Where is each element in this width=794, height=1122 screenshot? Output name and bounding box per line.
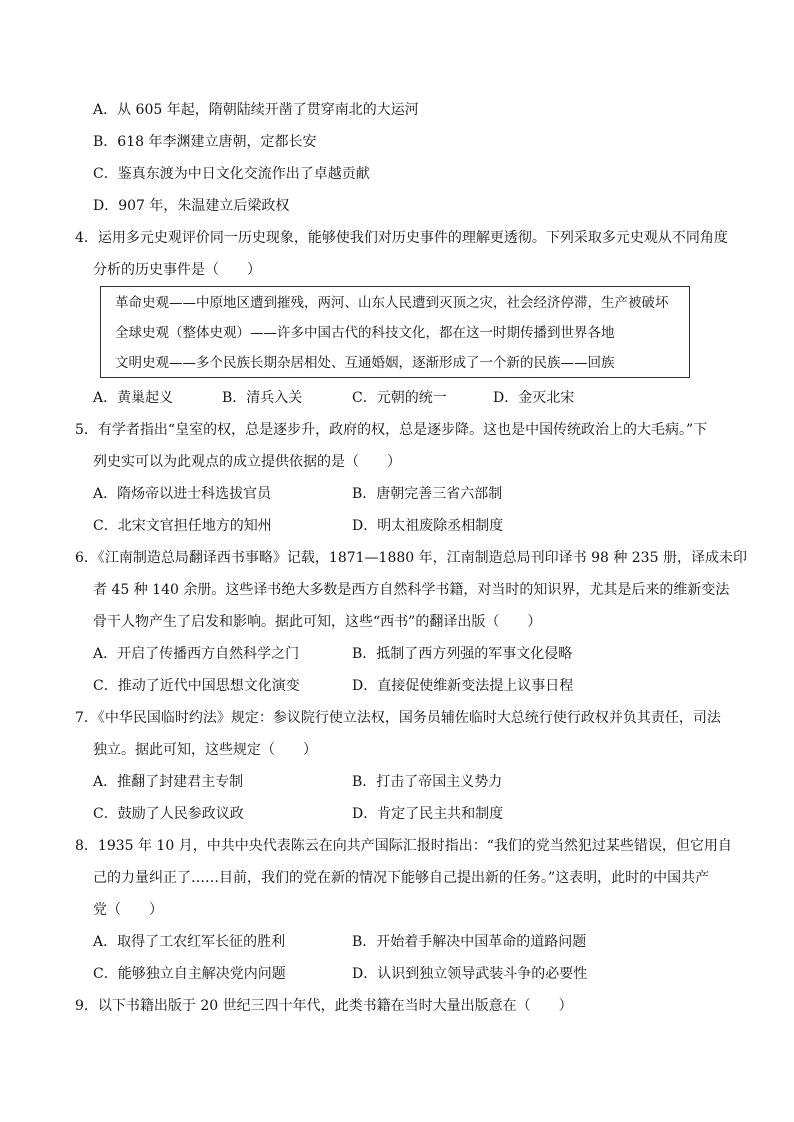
q6-option-d: D．直接促使维新变法提上议事日程: [352, 678, 574, 694]
q6-stem-line1: 6．《江南制造总局翻译西书事略》记载，1871—1880 年，江南制造总局刊印译书 98 种 235 册，译成未印: [75, 550, 747, 566]
q8-stem-line1: 8．1935 年 10 月，中共中央代表陈云在向共产国际汇报时指出：“我们的党当然犯过某些错误，但它用自: [75, 838, 732, 854]
q4-source-box: [100, 286, 690, 378]
q4-option-c: C．元朝的统一: [352, 390, 447, 406]
q4-box-line1: 革命史观——中原地区遭到摧残，两河、山东人民遭到灭顶之灾，社会经济停滞，生产被破坏: [115, 295, 669, 311]
q6-stem-line3: 骨干人物产生了启发和影响。据此可知，这些“西书”的翻译出版（ ）: [93, 614, 542, 630]
q7-option-d: D．肯定了民主共和制度: [352, 806, 504, 822]
q5-option-a: A．隋炀帝以进士科选拔官员: [93, 486, 272, 502]
q4-option-a: A．黄巢起义: [93, 390, 174, 406]
q3-option-b: B．618 年李渊建立唐朝，定都长安: [93, 134, 317, 150]
q4-box-line3: 文明史观——多个民族长期杂居相处、互通婚姻，逐渐形成了一个新的民族——回族: [115, 355, 615, 371]
q3-option-c: C．鉴真东渡为中日文化交流作出了卓越贡献: [93, 166, 370, 182]
q3-option-d: D．907 年，朱温建立后梁政权: [93, 198, 290, 214]
q6-option-c: C．推动了近代中国思想文化演变: [93, 678, 300, 694]
q5-stem-line2: 列史实可以为此观点的成立提供依据的是（ ）: [93, 454, 401, 470]
q7-option-c: C．鼓励了人民参政议政: [93, 806, 244, 822]
q6-stem-line2: 者 45 种 140 余册。这些译书绝大多数是西方自然科学书籍，对当时的知识界，尤其是后来的维新变法: [93, 582, 730, 598]
q7-stem-line1: 7．《中华民国临时约法》规定：参议院行使立法权，国务员辅佐临时大总统行使行政权并负其责任，司法: [75, 710, 721, 726]
q7-option-a: A．推翻了封建君主专制: [93, 774, 244, 790]
q3-option-a: A．从 605 年起，隋朝陆续开凿了贯穿南北的大运河: [93, 102, 419, 118]
q8-option-a: A．取得了工农红军长征的胜利: [93, 934, 286, 950]
q8-option-b: B．开始着手解决中国革命的道路问题: [352, 934, 587, 950]
q8-option-c: C．能够独立自主解决党内问题: [93, 966, 286, 982]
q4-option-b: B．清兵入关: [222, 390, 303, 406]
q7-option-b: B．打击了帝国主义势力: [352, 774, 503, 790]
q5-option-b: B．唐朝完善三省六部制: [352, 486, 503, 502]
q5-option-c: C．北宋文官担任地方的知州: [93, 518, 272, 534]
q8-option-d: D．认识到独立领导武装斗争的必要性: [352, 966, 588, 982]
q4-stem-line1: 4．运用多元史观评价同一历史现象，能够使我们对历史事件的理解更透彻。下列采取多元史观从不同角度: [75, 230, 728, 246]
q6-option-a: A．开启了传播西方自然科学之门: [93, 646, 300, 662]
q8-stem-line2: 己的力量纠正了……目前，我们的党在新的情况下能够自己提出新的任务。”这表明，此时的中国共产: [93, 870, 710, 886]
q6-option-b: B．抵制了西方列强的军事文化侵略: [352, 646, 573, 662]
q9-stem-line1: 9．以下书籍出版于 20 世纪三四十年代，此类书籍在当时大量出版意在（ ）: [75, 998, 573, 1014]
q8-stem-line3: 党（ ）: [93, 902, 163, 918]
q4-stem-line2: 分析的历史事件是（ ）: [93, 262, 261, 278]
q5-stem-line1: 5．有学者指出“皇室的权，总是逐步升，政府的权，总是逐步降。这也是中国传统政治上的大毛病。”下: [75, 422, 708, 438]
q7-stem-line2: 独立。据此可知，这些规定（ ）: [93, 742, 317, 758]
q4-option-d: D．金灭北宋: [493, 390, 575, 406]
q4-box-line2: 全球史观（整体史观）——许多中国古代的科技文化，都在这一时期传播到世界各地: [115, 325, 615, 341]
q5-option-d: D．明太祖废除丞相制度: [352, 518, 504, 534]
